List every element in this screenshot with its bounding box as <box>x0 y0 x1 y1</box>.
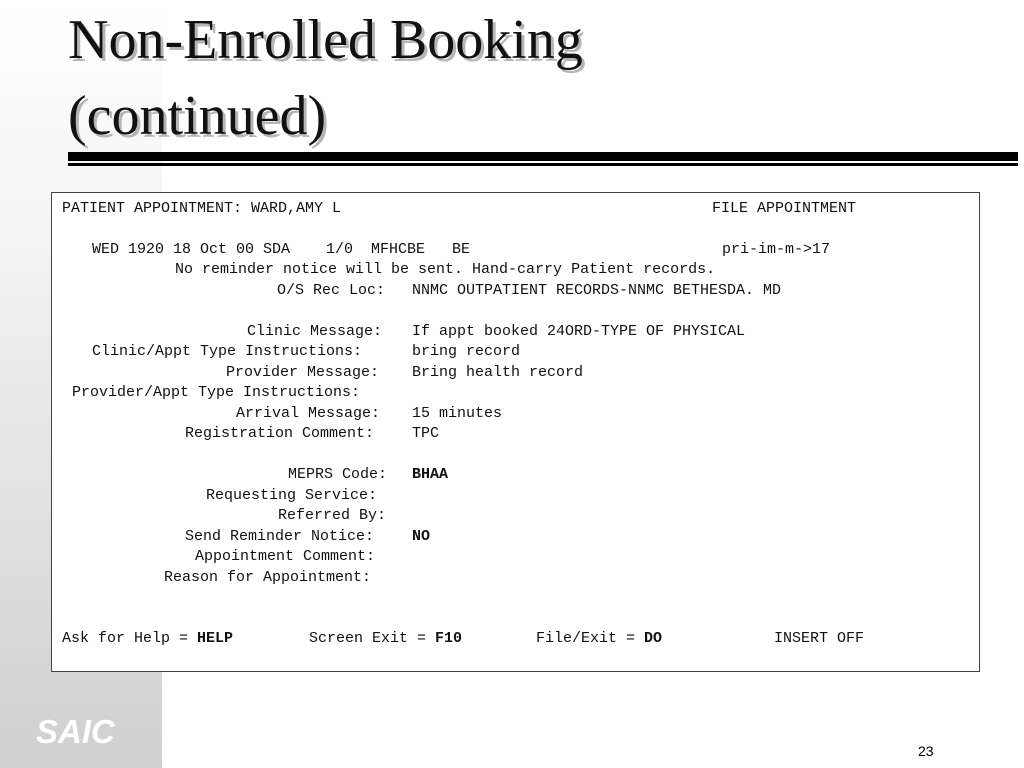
clinic-message-value[interactable]: If appt booked 24ORD-TYPE OF PHYSICAL <box>412 323 746 340</box>
page-number: 23 <box>918 743 934 759</box>
requesting-service-label: Requesting Service: <box>206 487 378 504</box>
arrival-message-value[interactable]: 15 minutes <box>412 405 503 422</box>
referred-by-label: Referred By: <box>278 507 387 524</box>
insert-mode-status: INSERT OFF <box>774 630 865 647</box>
patient-appointment-header: PATIENT APPOINTMENT: WARD,AMY L <box>62 200 342 217</box>
os-rec-loc-label: O/S Rec Loc: <box>277 282 386 299</box>
appointment-type-code: pri-im-m->17 <box>722 241 831 258</box>
screen-exit-label: Screen Exit = <box>309 630 436 647</box>
send-reminder-notice-value[interactable]: NO <box>412 528 431 545</box>
title-line-2: (continued) <box>68 85 327 147</box>
reason-for-appointment-label: Reason for Appointment: <box>164 569 372 586</box>
screen-exit-key: F10 <box>435 630 463 647</box>
provider-message-value[interactable]: Bring health record <box>412 364 584 381</box>
terminal-screen <box>51 192 980 672</box>
help-key-hint[interactable] <box>62 629 233 649</box>
help-key: HELP <box>197 630 234 647</box>
clinic-appt-type-instructions-value[interactable]: bring record <box>412 343 521 360</box>
appointment-slot-line: WED 1920 18 Oct 00 SDA 1/0 MFHCBE BE <box>92 241 471 258</box>
title-rule-thick <box>68 152 1018 161</box>
clinic-appt-type-instructions-label: Clinic/Appt Type Instructions: <box>92 343 363 360</box>
provider-message-label: Provider Message: <box>226 364 380 381</box>
registration-comment-label: Registration Comment: <box>185 425 375 442</box>
meprs-code-value[interactable]: BHAA <box>412 466 449 483</box>
file-exit-label: File/Exit = <box>536 630 645 647</box>
meprs-code-label: MEPRS Code: <box>288 466 388 483</box>
os-rec-loc-value: NNMC OUTPATIENT RECORDS-NNMC BETHESDA. MD <box>412 282 782 299</box>
clinic-message-label: Clinic Message: <box>247 323 383 340</box>
reminder-notice-text: No reminder notice will be sent. Hand-carry Patient records. <box>175 261 716 278</box>
registration-comment-value[interactable]: TPC <box>412 425 440 442</box>
title-line-1: Non-Enrolled Booking <box>68 9 583 71</box>
file-exit-hint[interactable] <box>536 629 662 649</box>
send-reminder-notice-label: Send Reminder Notice: <box>185 528 375 545</box>
screen-exit-hint[interactable] <box>309 629 462 649</box>
help-key-label: Ask for Help = <box>62 630 198 647</box>
appointment-comment-label: Appointment Comment: <box>195 548 376 565</box>
saic-logo: SAIC <box>36 713 115 750</box>
provider-appt-type-instructions-label: Provider/Appt Type Instructions: <box>72 384 361 401</box>
slide-title <box>68 2 583 154</box>
title-rule-thin <box>68 163 1018 166</box>
file-appointment-label: FILE APPOINTMENT <box>712 200 857 217</box>
arrival-message-label: Arrival Message: <box>236 405 381 422</box>
file-exit-key: DO <box>644 630 663 647</box>
